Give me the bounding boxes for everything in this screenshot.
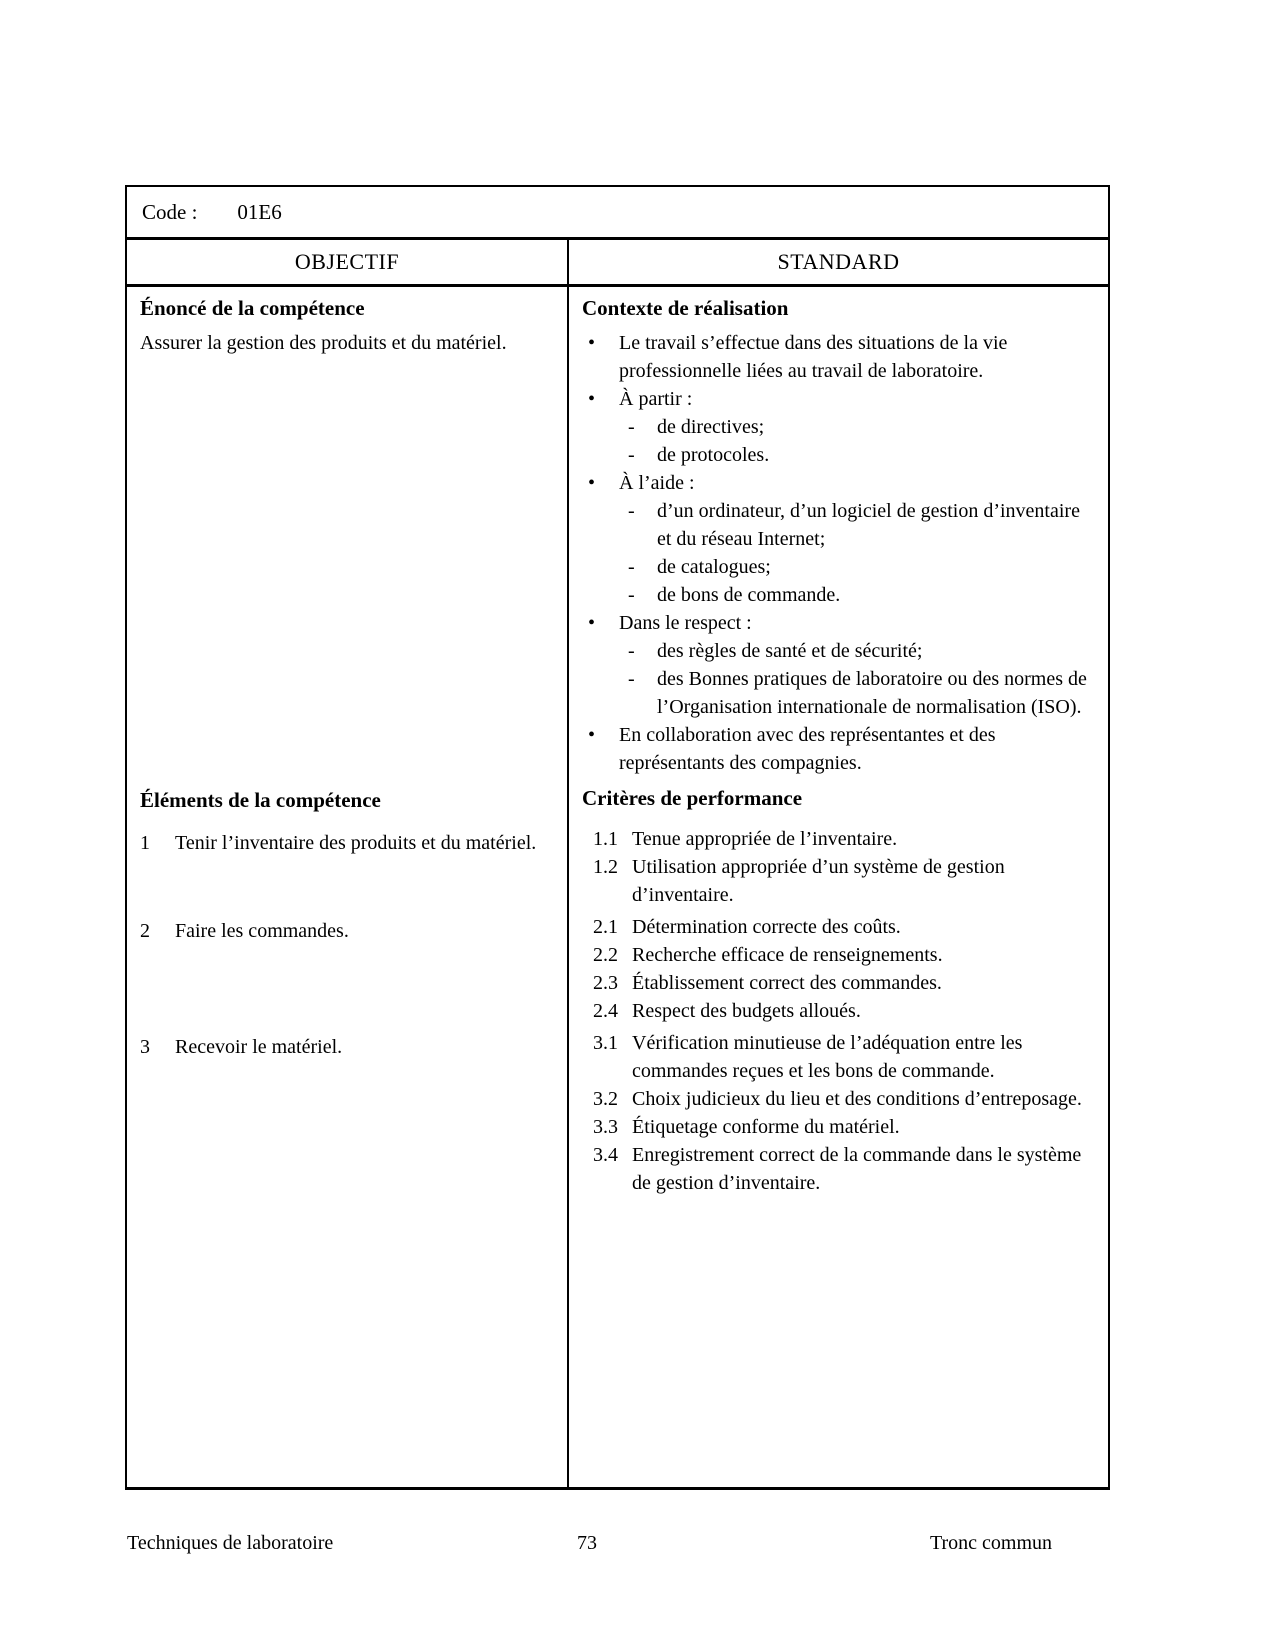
criterion-text: Détermination correcte des coûts.	[632, 916, 901, 938]
context-subitem	[582, 637, 1098, 665]
contexte-heading: Contexte de réalisation	[582, 296, 789, 320]
context-item	[582, 385, 1098, 413]
criteres-heading-cell	[567, 777, 1108, 821]
criterion-text: Tenue appropriée de l’inventaire.	[632, 828, 898, 850]
criterion-item	[582, 997, 1098, 1025]
context-item-text: des Bonnes pratiques de laboratoire ou des normes de l’Organisation internationale de normalisation (ISO).	[657, 668, 1087, 718]
element-item	[140, 829, 549, 857]
context-subitem	[582, 581, 1098, 609]
element-cell	[127, 1025, 567, 1487]
context-subitem	[582, 553, 1098, 581]
bullet-marker: •	[588, 612, 596, 634]
criterion-number: 2.3	[593, 972, 618, 994]
elements-heading-cell	[127, 777, 567, 821]
column-header-standard: STANDARD	[567, 240, 1108, 284]
criterion-text: Respect des budgets alloués.	[632, 1000, 861, 1022]
context-item	[582, 469, 1098, 497]
element-text: Faire les commandes.	[175, 920, 349, 942]
context-item-text: À l’aide :	[619, 472, 695, 494]
context-item	[582, 721, 1098, 777]
bullet-marker: •	[588, 388, 596, 410]
bullet-marker: •	[588, 472, 596, 494]
bullet-marker: •	[588, 332, 596, 354]
criteria-cell	[567, 1025, 1108, 1487]
element-item	[140, 917, 549, 945]
footer-document-title: Techniques de laboratoire	[127, 1532, 334, 1554]
criterion-number: 2.1	[593, 916, 618, 938]
criterion-number: 1.1	[593, 828, 618, 850]
criterion-text: Choix judicieux du lieu et des conditions d’entreposage.	[632, 1088, 1082, 1110]
dash-marker: -	[628, 556, 635, 578]
criterion-text: Utilisation appropriée d’un système de gestion d’inventaire.	[632, 856, 1005, 906]
context-item-text: de catalogues;	[657, 556, 771, 578]
contexte-section	[567, 287, 1108, 777]
criterion-item	[582, 969, 1098, 997]
criterion-item	[582, 913, 1098, 941]
context-item-text: de protocoles.	[657, 444, 770, 466]
element-cell	[127, 821, 567, 909]
dash-marker: -	[628, 640, 635, 662]
element-text: Tenir l’inventaire des produits et du matériel.	[175, 832, 537, 854]
enonce-text: Assurer la gestion des produits et du matériel.	[140, 332, 507, 354]
elements-heading: Éléments de la compétence	[140, 788, 381, 812]
dash-marker: -	[628, 500, 635, 522]
criterion-item	[582, 853, 1098, 909]
page-footer	[125, 1532, 1110, 1562]
criterion-item	[582, 1141, 1098, 1197]
criteres-heading: Critères de performance	[582, 786, 803, 810]
criterion-item	[582, 1113, 1098, 1141]
element-cell	[127, 909, 567, 1025]
criterion-number: 3.3	[593, 1116, 618, 1138]
element-item	[140, 1033, 549, 1061]
criterion-number: 1.2	[593, 856, 618, 878]
dash-marker: -	[628, 444, 635, 466]
footer-page-number: 73	[577, 1532, 597, 1554]
criterion-text: Recherche efficace de renseignements.	[632, 944, 943, 966]
criterion-text: Enregistrement correct de la commande dans le système de gestion d’inventaire.	[632, 1144, 1082, 1194]
context-item-text: de directives;	[657, 416, 765, 438]
enonce-section	[127, 287, 567, 777]
bullet-marker: •	[588, 724, 596, 746]
context-item	[582, 609, 1098, 637]
context-item-text: d’un ordinateur, d’un logiciel de gestion d’inventaire et du réseau Internet;	[657, 500, 1080, 550]
criteria-cell	[567, 821, 1108, 909]
element-number: 1	[140, 832, 150, 854]
dash-marker: -	[628, 584, 635, 606]
criterion-text: Étiquetage conforme du matériel.	[632, 1116, 900, 1138]
criterion-text: Vérification minutieuse de l’adéquation entre les commandes reçues et les bons de commande.	[632, 1032, 1023, 1082]
criterion-item	[582, 1085, 1098, 1113]
context-subitem	[582, 665, 1098, 721]
context-item-text: À partir :	[619, 388, 693, 410]
criterion-item	[582, 941, 1098, 969]
context-item-text: Dans le respect :	[619, 612, 752, 634]
criterion-number: 3.2	[593, 1088, 618, 1110]
dash-marker: -	[628, 416, 635, 438]
column-header-objectif: OBJECTIF	[294, 249, 400, 274]
context-item	[582, 329, 1098, 385]
enonce-heading: Énoncé de la compétence	[140, 296, 365, 320]
criterion-number: 3.4	[593, 1144, 618, 1166]
code-row	[127, 187, 1108, 240]
table-header-row	[127, 240, 1108, 287]
criterion-number: 2.4	[593, 1000, 618, 1022]
competency-table	[125, 185, 1110, 1490]
criterion-item	[582, 1029, 1098, 1085]
context-item-text: En collaboration avec des représentantes et des représentants des compagnies.	[619, 724, 996, 774]
context-item-text: Le travail s’effectue dans des situations de la vie professionnelle liées au travail de laboratoire.	[619, 332, 1008, 382]
context-item-text: des règles de santé et de sécurité;	[657, 640, 923, 662]
context-subitem	[582, 413, 1098, 441]
context-subitem	[582, 441, 1098, 469]
dash-marker: -	[628, 668, 635, 690]
criterion-item	[582, 825, 1098, 853]
criterion-number: 2.2	[593, 944, 618, 966]
criterion-text: Établissement correct des commandes.	[632, 972, 942, 994]
table-body	[127, 287, 1108, 1487]
footer-section-title: Tronc commun	[929, 1532, 1052, 1554]
element-text: Recevoir le matériel.	[175, 1036, 343, 1058]
criterion-number: 3.1	[593, 1032, 618, 1054]
code-label: Code :	[142, 199, 198, 224]
context-subitem	[582, 497, 1098, 553]
element-number: 2	[140, 920, 150, 942]
element-number: 3	[140, 1036, 150, 1058]
code-value: 01E6	[237, 199, 282, 224]
context-item-text: de bons de commande.	[657, 584, 841, 606]
criteria-cell	[567, 909, 1108, 1025]
